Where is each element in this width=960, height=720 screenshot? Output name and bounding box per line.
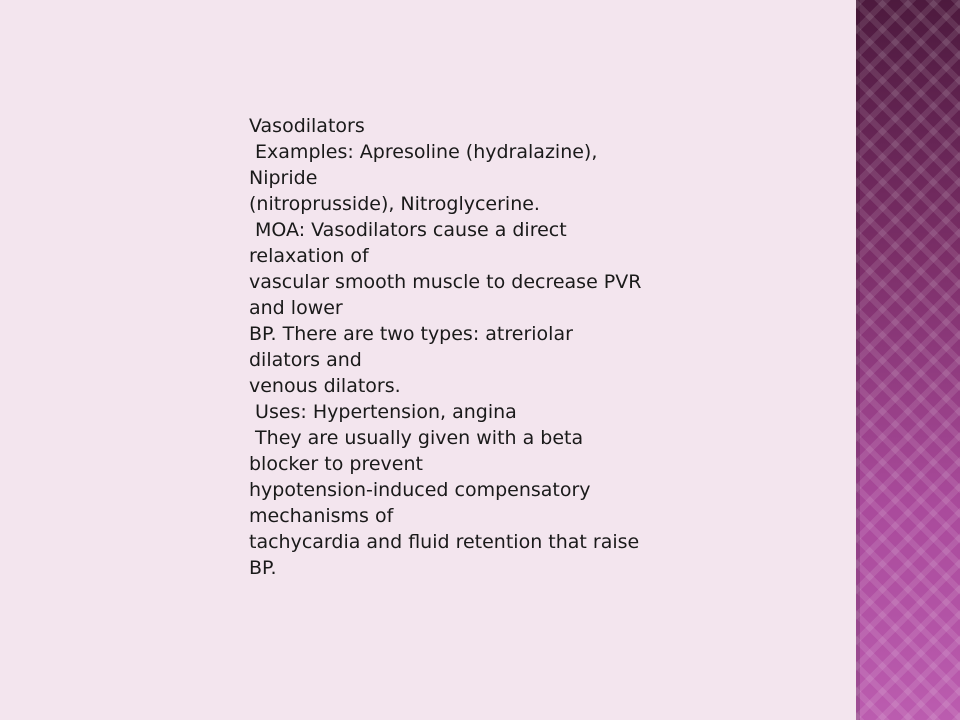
text-line: Examples: Apresoline (hydralazine), <box>249 141 598 163</box>
text-line: BP. <box>249 557 277 579</box>
text-line: venous dilators. <box>249 375 401 397</box>
text-line: relaxation of <box>249 245 369 267</box>
text-line: Uses: Hypertension, angina <box>249 401 517 423</box>
slide-title: Vasodilators <box>249 115 365 137</box>
text-line: blocker to prevent <box>249 453 423 475</box>
text-line: mechanisms of <box>249 505 394 527</box>
decorative-side-panel <box>856 0 960 720</box>
text-line: dilators and <box>249 349 362 371</box>
text-line: and lower <box>249 297 343 319</box>
text-line: BP. There are two types: atreriolar <box>249 323 573 345</box>
text-line: hypotension-induced compensatory <box>249 479 591 501</box>
text-line: MOA: Vasodilators cause a direct <box>249 219 567 241</box>
text-line: (nitroprusside), Nitroglycerine. <box>249 193 540 215</box>
text-line: vascular smooth muscle to decrease PVR <box>249 271 642 293</box>
text-line: tachycardia and fluid retention that raise <box>249 531 640 553</box>
text-line: They are usually given with a beta <box>249 427 584 449</box>
text-line: Nipride <box>249 167 318 189</box>
slide-text-body <box>249 113 729 581</box>
